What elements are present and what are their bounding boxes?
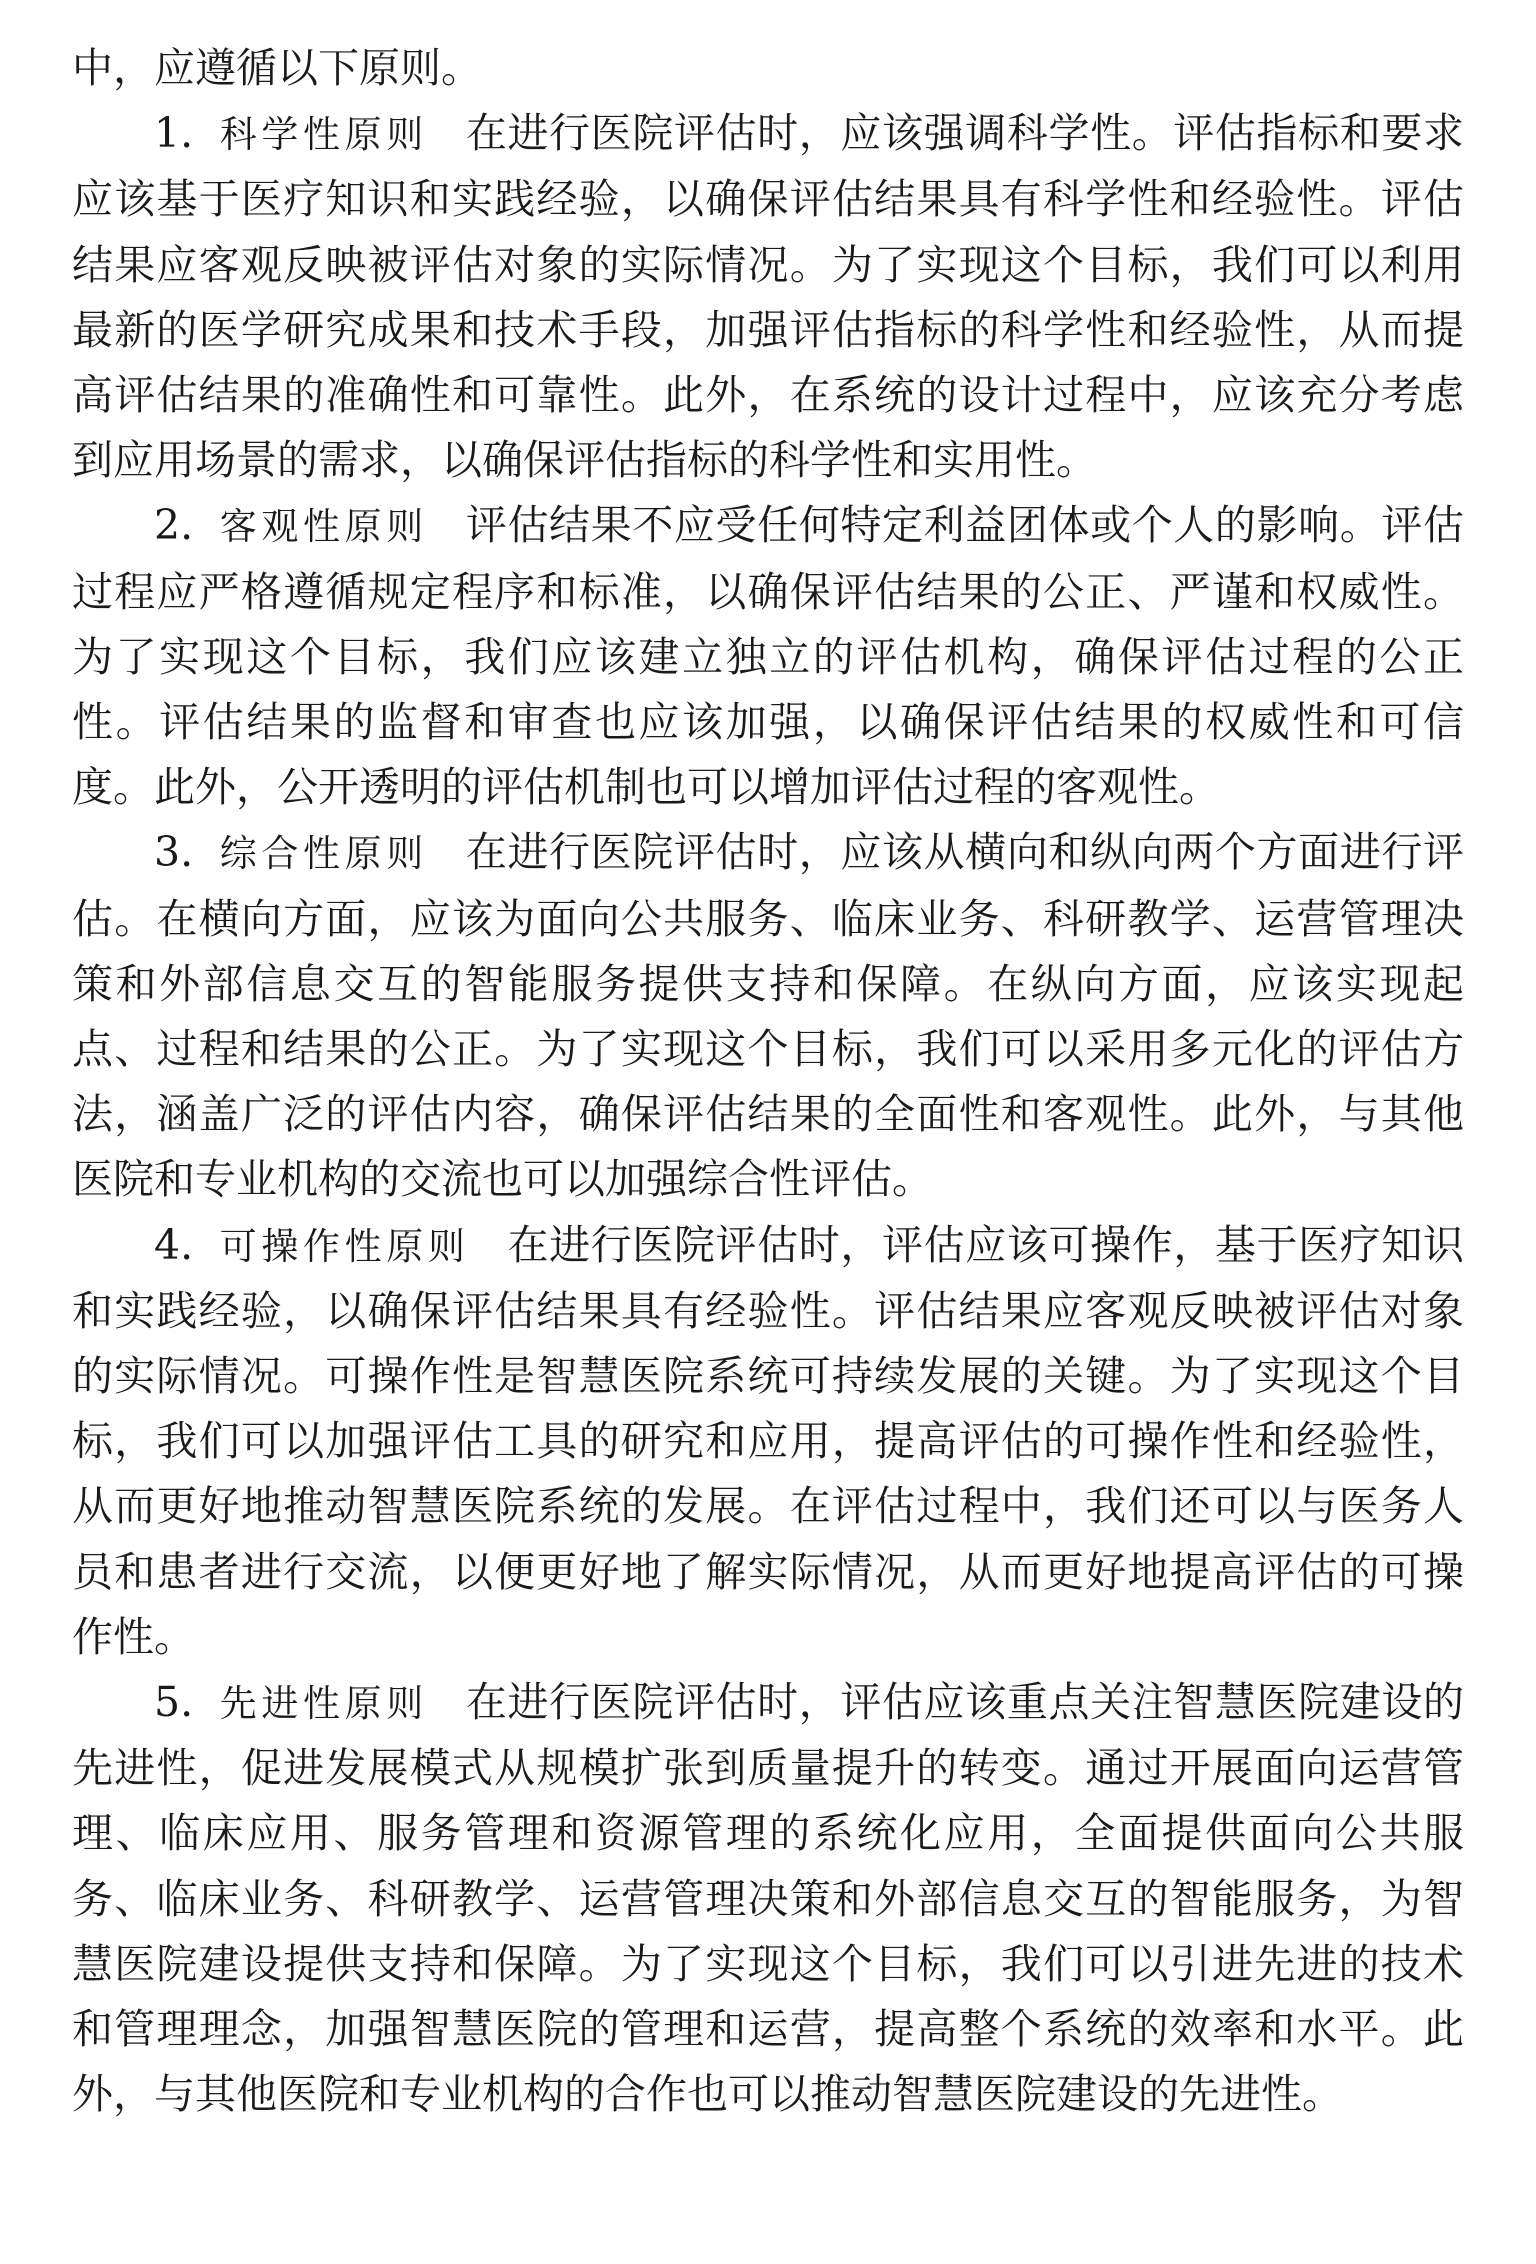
principle-number: 2. xyxy=(154,501,194,550)
principle-text: 在进行医院评估时，应该强调科学性。评估指标和要求应该基于医疗知识和实践经验，以确保评估结果具有科学性和经验性。评估结果应客观反映被评估对象的实际情况。为了实现这个目标，我们可以利用最新的医学研究成果和技术手段，加强评估指标的科学性和经验性，从而提高评估结果的准确性和可靠性。此外，在系统的设计过程中，应该充分考虑到应用场景的需求，以确保评估指标的科学性和实用性。 xyxy=(72,109,1465,485)
principle-3 xyxy=(72,820,1464,1212)
principle-heading: 科学性原则 xyxy=(219,113,428,157)
document-page xyxy=(72,36,1464,2128)
principle-text: 评估结果不应受任何特定利益团体或个人的影响。评估过程应严格遵循规定程序和标准，以确保评估结果的公正、严谨和权威性。为了实现这个目标，我们应该建立独立的评估机构，确保评估过程的公正性。评估结果的监督和审查也应该加强，以确保评估结果的权威性和可信度。此外，公开透明的评估机制也可以增加评估过程的客观性。 xyxy=(72,501,1465,812)
principle-text: 在进行医院评估时，应该从横向和纵向两个方面进行评估。在横向方面，应该为面向公共服务、临床业务、科研教学、运营管理决策和外部信息交互的智能服务提供支持和保障。在纵向方面，应该实现起点、过程和结果的公正。为了实现这个目标，我们可以采用多元化的评估方法，涵盖广泛的评估内容，确保评估结果的全面性和客观性。此外，与其他医院和专业机构的交流也可以加强综合性评估。 xyxy=(72,828,1465,1204)
intro-line: 中，应遵循以下原则。 xyxy=(72,44,482,92)
principle-2 xyxy=(72,493,1464,820)
principle-1 xyxy=(72,101,1464,493)
principle-4 xyxy=(72,1213,1464,1670)
principle-5 xyxy=(72,1670,1464,2127)
principle-heading: 先进性原则 xyxy=(219,1682,428,1726)
principle-heading: 综合性原则 xyxy=(219,832,428,876)
principle-text: 在进行医院评估时，评估应该可操作，基于医疗知识和实践经验，以确保评估结果具有经验性。评估结果应客观反映被评估对象的实际情况。可操作性是智慧医院系统可持续发展的关键。为了实现这个目标，我们可以加强评估工具的研究和应用，提高评估的可操作性和经验性，从而更好地推动智慧医院系统的发展。在评估过程中，我们还可以与医务人员和患者进行交流，以便更好地了解实际情况，从而更好地提高评估的可操作性。 xyxy=(72,1220,1465,1661)
principle-number: 1. xyxy=(154,109,194,158)
principle-number: 3. xyxy=(154,828,194,877)
principle-heading: 客观性原则 xyxy=(219,505,428,549)
principle-number: 5. xyxy=(154,1678,194,1727)
principle-heading: 可操作性原则 xyxy=(219,1224,470,1268)
principle-number: 4. xyxy=(154,1220,194,1269)
principle-text: 在进行医院评估时，评估应该重点关注智慧医院建设的先进性，促进发展模式从规模扩张到质量提升的转变。通过开展面向运营管理、临床应用、服务管理和资源管理的系统化应用，全面提供面向公共服务、临床业务、科研教学、运营管理决策和外部信息交互的智能服务，为智慧医院建设提供支持和保障。为了实现这个目标，我们可以引进先进的技术和管理理念，加强智慧医院的管理和运营，提高整个系统的效率和水平。此外，与其他医院和专业机构的合作也可以推动智慧医院建设的先进性。 xyxy=(72,1678,1465,2119)
